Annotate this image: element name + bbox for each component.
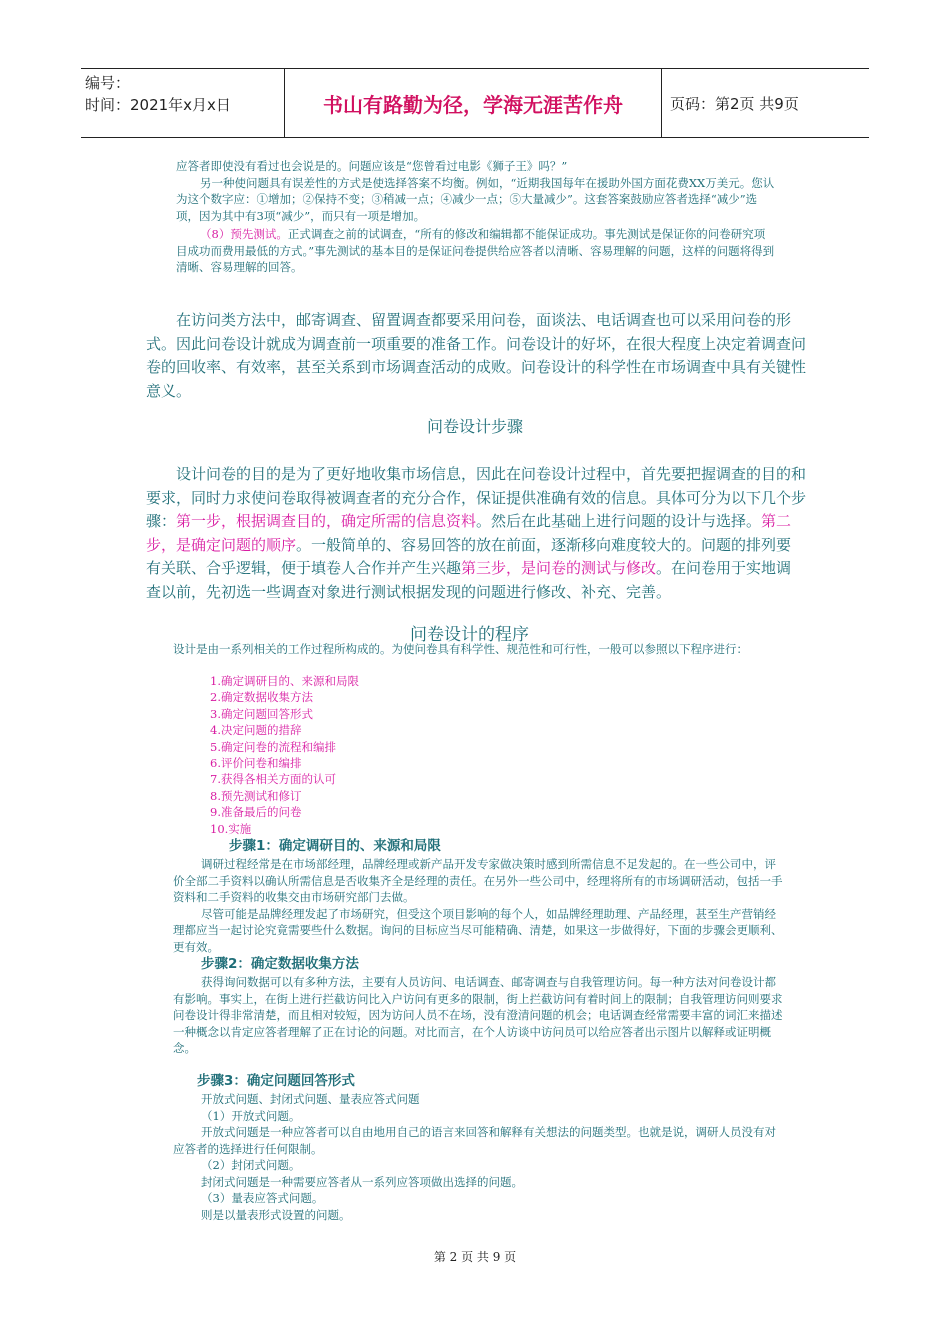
step1-section	[173, 836, 783, 955]
step3-line: 开放式问题、封闭式问题、量表应答式问题	[201, 1092, 420, 1106]
program-list	[210, 673, 359, 837]
page-footer: 第 2 页 共 9 页	[433, 1250, 517, 1264]
program-title: 问卷设计的程序	[410, 625, 529, 645]
list-item: 6.评价问卷和编排	[210, 756, 302, 771]
program-intro: 设计是由一系列相关的工作过程所构成的。为使问卷具有科学性、规范性和可行性，一般可以参照以下程序进行：	[173, 642, 748, 656]
step1-title: 步骤1：确定调研目的、来源和局限	[229, 838, 441, 854]
step1-para1: 调研过程经常是在市场部经理，品牌经理或新产品开发专家做决策时感到所需信息不足发起的。在一些公司中，评价全部二手资料以确认所需信息是否收集齐全是经理的责任。在另外一些公司中，经理将所有的市场调研活动，包括一手资料和二手资料的收集交由市场研究部门去做。	[173, 857, 783, 904]
step3-line: （2）封闭式问题。	[201, 1158, 301, 1172]
list-item: 7.获得各相关方面的认可	[210, 772, 336, 787]
header-page: 页码：第2页 共9页	[670, 94, 799, 113]
step3-section	[173, 1071, 783, 1223]
steps-text-c: 。然后在此基础上进行问题的设计与选择。	[476, 512, 762, 530]
step3-title: 步骤3：确定问题回答形式	[197, 1073, 355, 1089]
steps-title: 问卷设计步骤	[426, 417, 523, 436]
step-one-highlight: 第一步，根据调查目的，确定所需的信息资料	[176, 512, 477, 530]
page-header	[81, 68, 869, 138]
header-meta	[81, 69, 285, 137]
pretest-label: （8）预先测试。	[200, 227, 288, 241]
intro-block	[176, 158, 776, 276]
list-item: 10.实施	[210, 821, 252, 836]
step2-para1: 获得询问数据可以有多种方法，主要有人员访问、电话调查、邮寄调查与自我管理访问。每一种方法对问卷设计都有影响。事实上，在街上进行拦截访问比入户访问有更多的限制，街上拦截访问有着时间上的限制；自我管理访问则要求问卷设计得非常清楚，而且相对较短，因为访问人员不在场，没有澄清问题的机会；电话调查经常需要丰富的词汇来描述一种概念以肯定应答者理解了正在讨论的问题。对比而言，在个人访谈中访问员可以给应答者出示图片以解释或证明概念。	[173, 975, 783, 1055]
intro-para2: 另一种使问题具有误差性的方式是使选择答案不均衡。例如，“近期我国每年在援助外国方面花费XX万美元。您认为这个数字应：①增加；②保持不变；③稍减一点；④减少一点；⑤大量减少”。这套答案鼓励应答者选择“减少”选项，因为其中有3项“减少”，而只有一项是增加。	[176, 175, 775, 223]
intro-line1: 应答者即使没有看过也会说是的。问题应该是“您曾看过电影《狮子王》吗？”	[176, 159, 568, 173]
main-paragraph: 在访问类方法中，邮寄调查、留置调查都要采用问卷，面谈法、电话调查也可以采用问卷的形式。因此问卷设计就成为调查前一项重要的准备工作。问卷设计的好坏，在很大程度上决定着调查问卷的回收率、有效率，甚至关系到市场调查活动的成败。问卷设计的科学性在市场调查中具有关键性意义。	[146, 311, 807, 400]
list-item: 3.确定问题回答形式	[210, 706, 313, 721]
steps-paragraph	[146, 463, 806, 604]
header-motto: 书山有路勤为径，学海无涯苦作舟	[285, 69, 662, 137]
intro-pretest	[176, 226, 776, 276]
list-item: 8.预先测试和修订	[210, 788, 302, 803]
step3-line: 封闭式问题是一种需要应答者从一系列应答项做出选择的问题。	[201, 1174, 523, 1189]
pretest-text: 正式调查之前的试调查，“所有的修改和编辑都不能保证成功。事先测试是保证你的问卷研究项目成功而费用最低的方式。”事先测试的基本目的是保证问卷提供给应答者以清晰、容易理解的问题，这样的问题将得到清晰、容易理解的回答。	[176, 227, 775, 274]
steps-text-g: 。在问卷用于实地调查以前，先初选一些调查对象进行测试根据发现的问题进行修改、补充、完善。	[146, 559, 792, 601]
list-item: 4.决定问题的措辞	[210, 723, 302, 738]
step3-line: （1）开放式问题。	[201, 1108, 301, 1123]
step1-para2: 尽管可能是品牌经理发起了市场研究，但受这个项目影响的每个人，如品牌经理助理、产品经理，甚至生产营销经理都应当一起讨论究竟需要些什么数据。询问的目标应当尽可能精确、清楚，如果这一步做得好，下面的步骤会更顺利、更有效。	[173, 906, 783, 954]
step-three-highlight: 第三步，是问卷的测试与修改	[461, 559, 657, 577]
header-number: 编号：	[85, 74, 131, 92]
list-item: 5.确定问卷的流程和编排	[210, 739, 336, 754]
list-item: 2.确定数据收集方法	[210, 690, 313, 705]
step3-line: 则是以量表形式设置的问题。	[201, 1207, 351, 1222]
steps-text-e: 。一般简单的、容易回答的放在前面，逐渐移向难度较大的。问题的排列要有关联、合乎逻辑，便于填卷人合作并产生兴趣	[146, 535, 792, 577]
list-item: 1.确定调研目的、来源和局限	[210, 674, 359, 688]
step2-section	[173, 954, 783, 1057]
step3-line: 开放式问题是一种应答者可以自由地用自己的语言来回答和解释有关想法的问题类型。也就是说，调研人员没有对应答者的选择进行任何限制。	[173, 1125, 776, 1156]
steps-text-a: 设计问卷的目的是为了更好地收集市场信息，因此在问卷设计过程中，首先要把握调查的目的和要求，同时力求使问卷取得被调查者的充分合作，保证提供准确有效的信息。具体可分为以下几个步骤：	[146, 465, 807, 530]
step3-line: （3）量表应答式问题。	[201, 1191, 324, 1205]
header-date: 时间：2021年x月x日	[85, 96, 231, 114]
list-item: 9.准备最后的问卷	[210, 805, 302, 820]
step2-title: 步骤2：确定数据收集方法	[201, 956, 359, 972]
step-two-highlight: 第二步，是确定问题的顺序	[146, 512, 792, 554]
